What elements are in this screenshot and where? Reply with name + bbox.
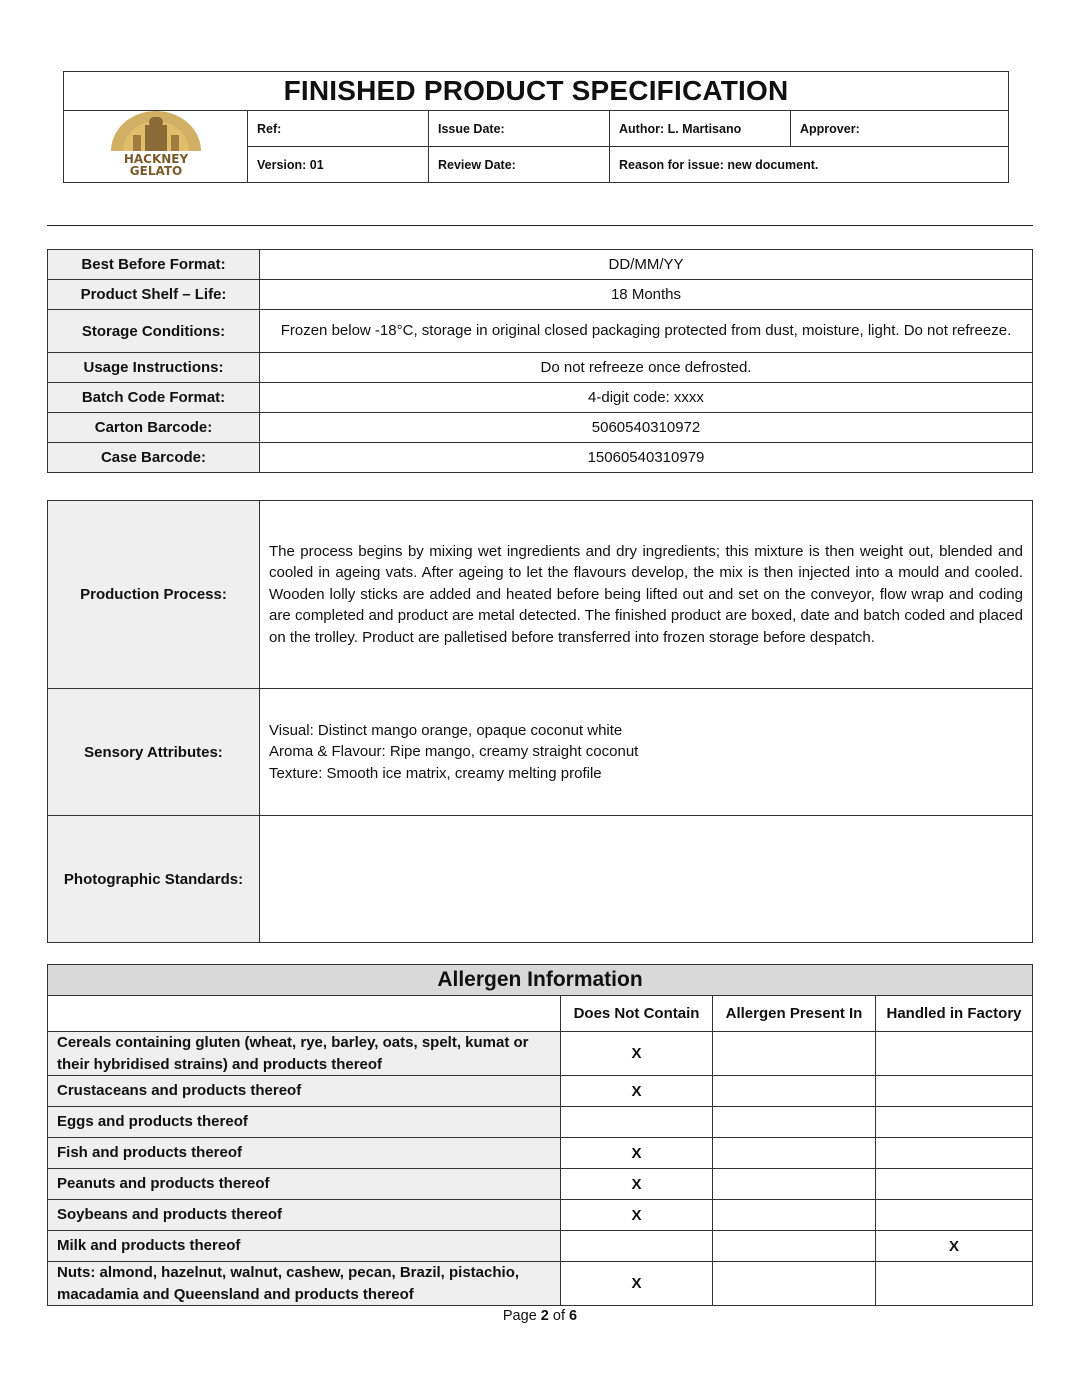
column-header: Allergen Present In xyxy=(713,996,876,1032)
photo-row xyxy=(48,816,1033,943)
spec-label: Best Before Format: xyxy=(48,250,260,280)
spec-label: Usage Instructions: xyxy=(48,353,260,383)
mark-present-in xyxy=(713,1076,876,1107)
allergen-row xyxy=(48,1138,1033,1169)
mark-present-in xyxy=(713,1138,876,1169)
sensory-row xyxy=(48,689,1033,816)
mark-does-not-contain: X xyxy=(561,1262,713,1306)
column-header: Does Not Contain xyxy=(561,996,713,1032)
mark-does-not-contain xyxy=(561,1231,713,1262)
spec-row xyxy=(48,310,1033,353)
review-date-field: Review Date: xyxy=(429,147,610,183)
mark-present-in xyxy=(713,1200,876,1231)
spec-value: 18 Months xyxy=(260,280,1033,310)
spec-value: 15060540310979 xyxy=(260,443,1033,473)
version-field: Version: 01 xyxy=(248,147,429,183)
spec-table xyxy=(47,249,1033,473)
mark-present-in xyxy=(713,1032,876,1076)
spec-row xyxy=(48,353,1033,383)
of-word: of xyxy=(552,1308,565,1324)
photo-area xyxy=(260,816,1033,943)
page-footer xyxy=(0,1308,1080,1324)
reason-field: Reason for issue: new document. xyxy=(610,147,1009,183)
allergen-table xyxy=(47,964,1033,1306)
mark-handled-in-factory xyxy=(876,1262,1033,1306)
allergen-name: Milk and products thereof xyxy=(48,1231,561,1262)
author-field: Author: L. Martisano xyxy=(610,111,791,147)
mark-does-not-contain xyxy=(561,1107,713,1138)
allergen-row xyxy=(48,1262,1033,1306)
hackney-gelato-logo-icon xyxy=(101,111,211,177)
mark-handled-in-factory xyxy=(876,1032,1033,1076)
document-header xyxy=(63,71,1009,183)
sensory-visual: Visual: Distinct mango orange, opaque coconut white xyxy=(269,721,623,739)
mark-handled-in-factory xyxy=(876,1138,1033,1169)
allergen-name: Crustaceans and products thereof xyxy=(48,1076,561,1107)
sensory-aroma: Aroma & Flavour: Ripe mango, creamy straight coconut xyxy=(269,743,639,761)
allergen-row xyxy=(48,1076,1033,1107)
mark-handled-in-factory xyxy=(876,1200,1033,1231)
photo-label: Photographic Standards: xyxy=(48,816,260,943)
allergen-header-row xyxy=(48,996,1033,1032)
mark-does-not-contain: X xyxy=(561,1169,713,1200)
allergen-name: Cereals containing gluten (wheat, rye, barley, oats, spelt, kumat or their hybridised strains) and products thereof xyxy=(48,1032,561,1076)
spec-row xyxy=(48,280,1033,310)
sensory-texture: Texture: Smooth ice matrix, creamy melting profile xyxy=(269,764,602,782)
allergen-name-header xyxy=(48,996,561,1032)
production-label: Production Process: xyxy=(48,501,260,689)
document-title: FINISHED PRODUCT SPECIFICATION xyxy=(64,72,1009,111)
spec-row xyxy=(48,250,1033,280)
issue-date-field: Issue Date: xyxy=(429,111,610,147)
approver-field: Approver: xyxy=(791,111,1009,147)
mark-does-not-contain: X xyxy=(561,1032,713,1076)
spec-label: Carton Barcode: xyxy=(48,413,260,443)
allergen-name: Peanuts and products thereof xyxy=(48,1169,561,1200)
mark-present-in xyxy=(713,1107,876,1138)
allergen-row xyxy=(48,1107,1033,1138)
spec-row xyxy=(48,413,1033,443)
allergen-row xyxy=(48,1032,1033,1076)
mark-present-in xyxy=(713,1231,876,1262)
spec-label: Batch Code Format: xyxy=(48,383,260,413)
mark-handled-in-factory: X xyxy=(876,1231,1033,1262)
allergen-row xyxy=(48,1169,1033,1200)
mark-present-in xyxy=(713,1262,876,1306)
spec-value: 5060540310972 xyxy=(260,413,1033,443)
sensory-label: Sensory Attributes: xyxy=(48,689,260,816)
logo-line-1: HACKNEY xyxy=(123,152,188,166)
allergen-name: Eggs and products thereof xyxy=(48,1107,561,1138)
spec-row xyxy=(48,383,1033,413)
spec-value: 4-digit code: xxxx xyxy=(260,383,1033,413)
mark-handled-in-factory xyxy=(876,1107,1033,1138)
spec-value: DD/MM/YY xyxy=(260,250,1033,280)
divider xyxy=(47,225,1033,226)
page-total: 6 xyxy=(569,1308,578,1324)
allergen-row xyxy=(48,1200,1033,1231)
page-word: Page xyxy=(502,1308,537,1324)
mark-does-not-contain: X xyxy=(561,1138,713,1169)
ref-field: Ref: xyxy=(248,111,429,147)
production-text: The process begins by mixing wet ingredients and dry ingredients; this mixture is then weight out, blended and cooled in ageing vats. After ageing to let the flavours develop, the mix is then injected into a mould and cooled. Wooden lolly sticks are added and heated before being lifted out and set on the conveyor, flow wrap and coding are completed and product are metal detected. The finished product are boxed, date and batch coded and placed on the trolley. Product are palletised before transferred into frozen storage before despatch. xyxy=(260,501,1033,689)
mark-present-in xyxy=(713,1169,876,1200)
spec-value: Do not refreeze once defrosted. xyxy=(260,353,1033,383)
allergen-row xyxy=(48,1231,1033,1262)
column-header: Handled in Factory xyxy=(876,996,1033,1032)
spec-value: Frozen below -18°C, storage in original closed packaging protected from dust, moisture, light. Do not refreeze. xyxy=(260,310,1033,353)
page-number: 2 xyxy=(540,1308,549,1324)
spec-row xyxy=(48,443,1033,473)
mark-does-not-contain: X xyxy=(561,1076,713,1107)
allergen-title: Allergen Information xyxy=(48,965,1033,996)
mark-does-not-contain: X xyxy=(561,1200,713,1231)
production-row xyxy=(48,501,1033,689)
sensory-text xyxy=(260,689,1033,816)
spec-label: Case Barcode: xyxy=(48,443,260,473)
allergen-name: Nuts: almond, hazelnut, walnut, cashew, pecan, Brazil, pistachio, macadamia and Queensland and products thereof xyxy=(48,1262,561,1306)
allergen-name: Soybeans and products thereof xyxy=(48,1200,561,1231)
allergen-name: Fish and products thereof xyxy=(48,1138,561,1169)
spec-label: Storage Conditions: xyxy=(48,310,260,353)
process-table xyxy=(47,500,1033,943)
mark-handled-in-factory xyxy=(876,1169,1033,1200)
company-logo xyxy=(64,111,248,183)
logo-line-2: GELATO xyxy=(129,164,182,177)
spec-label: Product Shelf – Life: xyxy=(48,280,260,310)
mark-handled-in-factory xyxy=(876,1076,1033,1107)
